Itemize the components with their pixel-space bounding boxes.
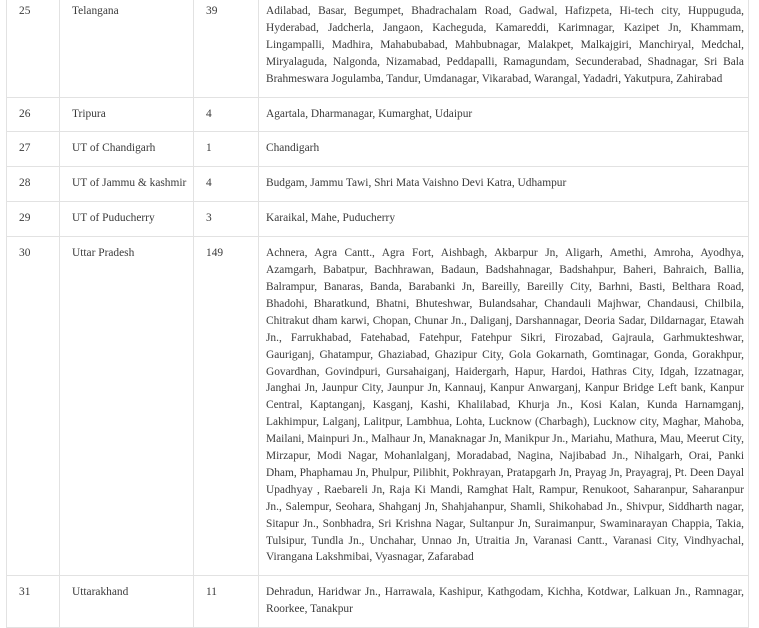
station-count-cell: 4	[194, 97, 259, 132]
station-list-cell: Chandigarh	[259, 132, 749, 167]
serial-number-cell: 30	[7, 237, 60, 576]
state-cell: Tripura	[60, 97, 194, 132]
station-list-cell: Karaikal, Mahe, Puducherry	[259, 202, 749, 237]
table-row	[7, 167, 749, 202]
state-cell: Uttarakhand	[60, 576, 194, 628]
state-cell: UT of Jammu & kashmir	[60, 167, 194, 202]
table-row	[7, 132, 749, 167]
state-cell: Telangana	[60, 0, 194, 97]
station-list-cell: Adilabad, Basar, Begumpet, Bhadrachalam Road, Gadwal, Hafizpeta, Hi-tech city, Huppuguda, Hyderabad, Jadcherla, Jangaon, Kacheguda, Kamareddi, Karimnagar, Kazipet Jn, Khammam, Lingampalli, Madhira, Mahabubabad, Mahbubnagar, Malakpet, Malkajgiri, Manchiryal, Medchal, Miryalaguda, Nalgonda, Nizamabad, Peddapalli, Ramagundam, Secunderabad, Shadnagar, Sri Bala Brahmeswara Jogulamba, Tandur, Umdanagar, Vikarabad, Warangal, Yadadri, Yakutpura, Zahirabad	[259, 0, 749, 97]
station-list-cell: Achnera, Agra Cantt., Agra Fort, Aishbagh, Akbarpur Jn, Aligarh, Amethi, Amroha, Ayodhya, Azamgarh, Babatpur, Bachhrawan, Badaun, Badshahnagar, Badshahpur, Baheri, Bahraich, Ballia, Balrampur, Banaras, Banda, Barabanki Jn, Bareilly, Bareilly City, Barhni, Basti, Belthara Road, Bhadohi, Bharatkund, Bhatni, Bhuteshwar, Bulandsahar, Chandauli Majhwar, Chandausi, Chilbila, Chitrakut dham karwi, Chopan, Chunar Jn., Daliganj, Darshannagar, Deoria Sadar, Dildarnagar, Etawah Jn., Farrukhabad, Fatehabad, Fatehpur, Fatehpur Sikri, Firozabad, Gajraula, Garhmukteshwar, Gauriganj, Ghatampur, Ghaziabad, Ghazipur City, Gola Gokarnath, Gomtinagar, Gonda, Gorakhpur, Govardhan, Govindpuri, Gursahaiganj, Haidergarh, Hapur, Hardoi, Hathras City, Idgah, Izzatnagar, Janghai Jn, Jaunpur City, Jaunpur Jn, Kannauj, Kanpur Anwarganj, Kanpur Bridge Left bank, Kanpur Central, Kaptanganj, Kasganj, Kashi, Khalilabad, Khurja Jn., Kosi Kalan, Kunda Harnamganj, Lakhimpur, Lalganj, Lalitpur, Lambhua, Lohta, Lucknow (Charbagh), Lucknow city, Maghar, Mahoba, Mailani, Mainpuri Jn., Malhaur Jn, Manaknagar Jn, Manikpur Jn., Mariahu, Mathura, Mau, Meerut City, Mirzapur, Modi Nagar, Mohanlalganj, Moradabad, Nagina, Najibabad Jn., Nihalgarh, Orai, Panki Dham, Phaphamau Jn, Phulpur, Pilibhit, Pokhrayan, Pratapgarh Jn, Prayag Jn, Prayagraj, Pt. Deen Dayal Upadhyay , Raebareli Jn, Raja Ki Mandi, Ramghat Halt, Rampur, Renukoot, Saharanpur, Saharanpur Jn., Salempur, Seohara, Shahganj Jn, Shahjahanpur, Shamli, Shikohabad Jn., Shivpur, Siddharth nagar, Sitapur Jn., Sonbhadra, Sri Krishna Nagar, Sultanpur Jn, Suraimanpur, Swaminarayan Chappia, Takia, Tulsipur, Tundla Jn., Unchahar, Unnao Jn, Utraitia Jn, Varanasi Cantt., Varanasi City, Vindhyachal, Virangana Lakshmibai, Vyasnagar, Zafarabad	[259, 237, 749, 576]
stations-table	[6, 0, 749, 628]
table-row	[7, 237, 749, 576]
state-cell: UT of Puducherry	[60, 202, 194, 237]
serial-number-cell: 29	[7, 202, 60, 237]
station-count-cell: 39	[194, 0, 259, 97]
station-count-cell: 11	[194, 576, 259, 628]
station-list-cell: Budgam, Jammu Tawi, Shri Mata Vaishno Devi Katra, Udhampur	[259, 167, 749, 202]
station-count-cell: 1	[194, 132, 259, 167]
serial-number-cell: 25	[7, 0, 60, 97]
table-row	[7, 576, 749, 628]
serial-number-cell: 31	[7, 576, 60, 628]
station-count-cell: 4	[194, 167, 259, 202]
table-row	[7, 97, 749, 132]
station-count-cell: 3	[194, 202, 259, 237]
station-list-cell: Dehradun, Haridwar Jn., Harrawala, Kashipur, Kathgodam, Kichha, Kotdwar, Lalkuan Jn., Ramnagar, Roorkee, Tanakpur	[259, 576, 749, 628]
table-row	[7, 202, 749, 237]
state-cell: UT of Chandigarh	[60, 132, 194, 167]
table-row	[7, 0, 749, 97]
state-cell: Uttar Pradesh	[60, 237, 194, 576]
serial-number-cell: 26	[7, 97, 60, 132]
stations-table-container	[6, 0, 749, 628]
serial-number-cell: 28	[7, 167, 60, 202]
serial-number-cell: 27	[7, 132, 60, 167]
station-count-cell: 149	[194, 237, 259, 576]
station-list-cell: Agartala, Dharmanagar, Kumarghat, Udaipur	[259, 97, 749, 132]
